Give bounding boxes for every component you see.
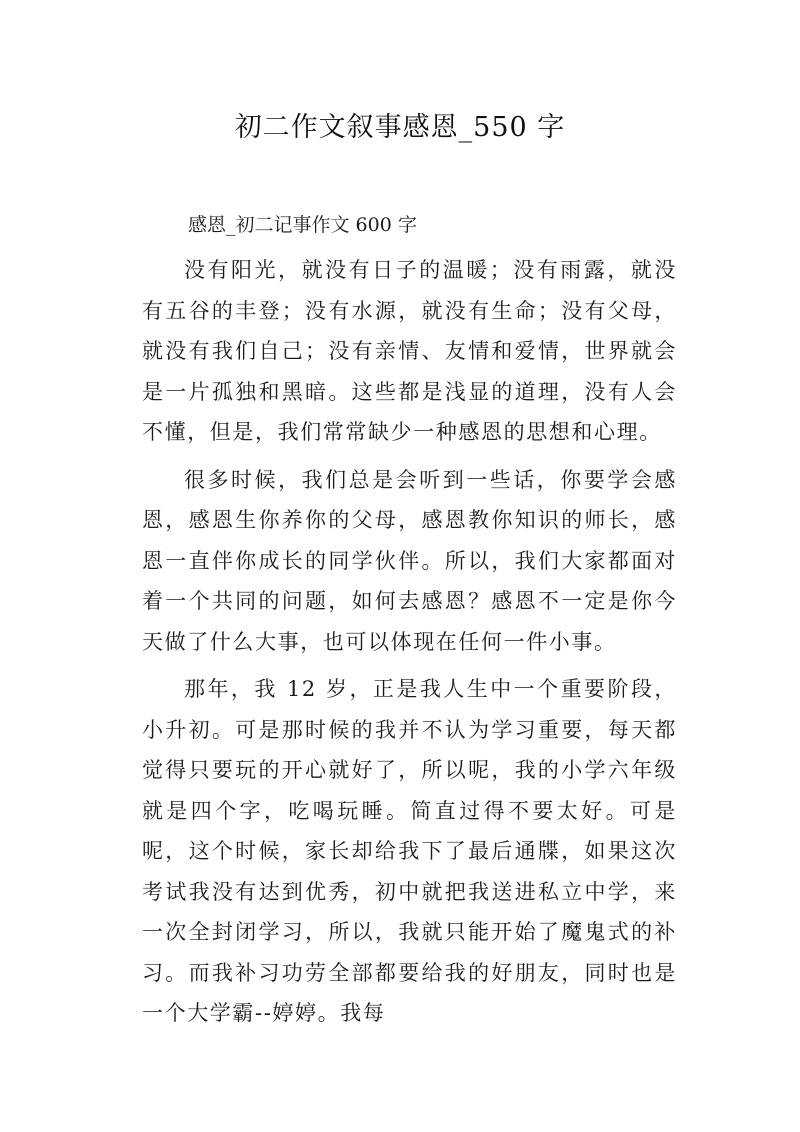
document-title: 初二作文叙事感恩_550 字 [234,112,566,143]
document-subtitle: 感恩_初二记事作文 600 字 [188,214,417,236]
paragraph-2: 很多时候，我们总是会听到一些话，你要学会感恩，感恩生你养你的父母，感恩教你知识的师长，感恩一直伴你成长的同学伙伴。所以，我们大家都面对着一个共同的问题，如何去感恩？感恩不一定是你今天做了什么大事，也可以体现在任何一件小事。 [142,467,677,654]
document-body [142,250,677,1041]
paragraph-3: 那年，我 12 岁，正是我人生中一个重要阶段，小升初。可是那时候的我并不认为学习重要，每天都觉得只要玩的开心就好了，所以呢，我的小学六年级就是四个字，吃喝玩睡。简直过得不要太好。可是呢，这个时候，家长却给我下了最后通牒，如果这次考试我没有达到优秀，初中就把我送进私立中学，来一次全封闭学习，所以，我就只能开始了魔鬼式的补习。而我补习功劳全部都要给我的好朋友，同时也是一个大学霸--婷婷。我每 [142,677,677,1025]
paragraph-1: 没有阳光，就没有日子的温暖；没有雨露，就没有五谷的丰登；没有水源，就没有生命；没有父母，就没有我们自己；没有亲情、友情和爱情，世界就会是一片孤独和黑暗。这些都是浅显的道理，没有人会不懂，但是，我们常常缺少一种感恩的思想和心理。 [142,258,677,444]
